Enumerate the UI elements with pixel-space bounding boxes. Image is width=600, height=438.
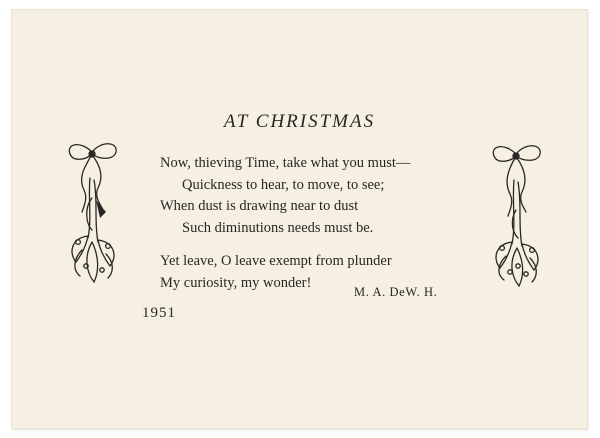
poem-line: My curiosity, my wonder! — [160, 274, 312, 291]
poem-title: AT CHRISTMAS — [223, 111, 376, 132]
poem-line: Yet leave, O leave exempt from plunder — [160, 253, 392, 269]
christmas-card — [12, 10, 587, 428]
mistletoe-ribbon-icon — [62, 138, 128, 288]
poem-line: When dust is drawing near to dust — [160, 198, 359, 214]
card-year: 1951 — [142, 305, 176, 321]
poem-line: Quickness to hear, to move, to see; — [182, 176, 385, 193]
poem-body — [160, 153, 410, 294]
poem-line: Now, thieving Time, take what you must— — [160, 155, 411, 171]
poem-line: Such diminutions needs must be. — [182, 219, 374, 236]
mistletoe-ribbon-icon — [484, 140, 550, 290]
author-signature: M. A. DeW. H. — [354, 285, 438, 299]
stanza-gap — [160, 239, 410, 251]
